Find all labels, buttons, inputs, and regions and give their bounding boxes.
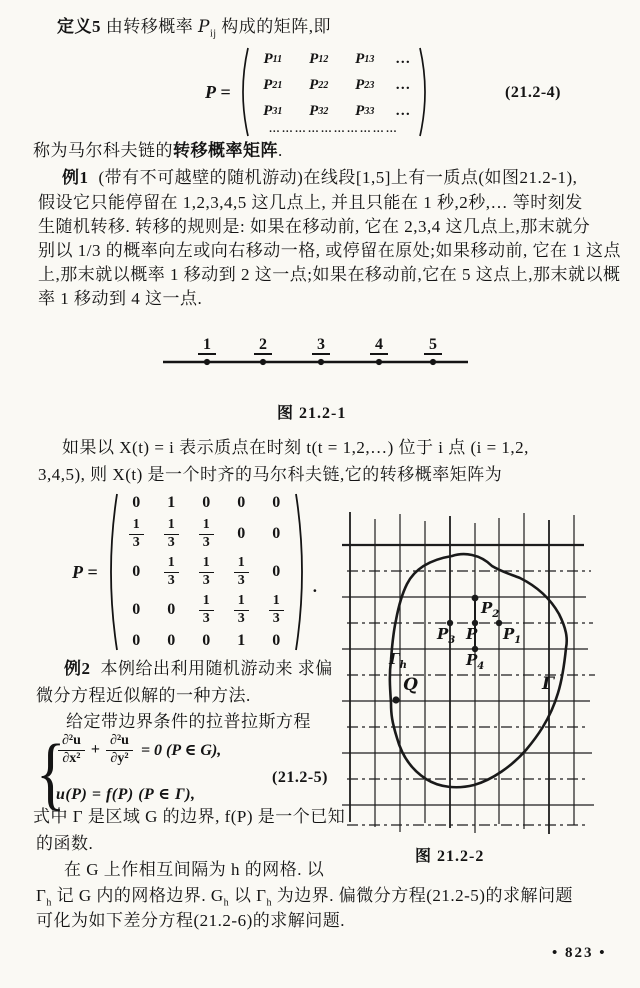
matrix-cell: P 13: [355, 51, 375, 67]
matrix-cell: …: [395, 51, 411, 67]
matrix-rows: [119, 491, 294, 653]
label-p2-sub: 2: [492, 609, 500, 620]
after-eq-line-2: 的函数.: [36, 834, 94, 853]
point-dot-1: [204, 359, 210, 365]
g-subscript: h: [223, 897, 230, 909]
plus-sign: +: [90, 741, 101, 758]
matrix-cell: $\frac{1}{3}$: [224, 591, 259, 629]
example-1-line-2: 假设它只能停留在 1,2,3,4,5 这几点上, 并且只能在 1 秒,2秒,… 等时刻发: [38, 193, 583, 212]
matrix-ellipsis-row: …………………………: [268, 124, 399, 135]
label-p3-sub: 3: [448, 635, 456, 646]
matrix-cell: 0: [237, 494, 246, 511]
figure-21-2-1-caption: 图 21.2-1: [277, 405, 347, 422]
xt-paragraph-line-1: 如果以 X(t) = i 表示质点在时刻 t(t = 1,2,…) 位于 i 点 (i = 1,2,: [62, 438, 529, 457]
fraction-d2u-dx2: [58, 734, 85, 766]
point-label-1: 1: [198, 336, 216, 355]
point-label-4: 4: [370, 336, 388, 355]
definition-5-line: [57, 16, 331, 38]
matrix-cell: P 21: [263, 77, 283, 93]
matrix-row: [119, 591, 294, 629]
equation-rhs: = 0 (P ∈ G),: [140, 742, 222, 759]
example-1-line-1: [62, 167, 577, 188]
matrix-cell: P 22: [309, 77, 329, 93]
example-1-line-3: 生随机转移. 转移的规则是: 如果在移动前, 它在 2,3,4 这几点上,那末就分: [38, 217, 591, 236]
point-dot-3: [318, 359, 324, 365]
matrix-row: [250, 73, 418, 99]
matrix-cell: P 33: [355, 103, 375, 119]
figure-21-2-2: [340, 498, 598, 840]
matrix-cell: …: [395, 77, 411, 93]
matrix-cell: P 12: [309, 51, 329, 67]
label-p3: [437, 625, 456, 646]
gamma-symbol: Γ: [36, 886, 47, 905]
label-p4: [466, 651, 485, 672]
xt-paragraph-line-2: 3,4,5), 则 X(t) 是一个时齐的马尔科夫链,它的转移概率矩阵为: [38, 465, 503, 484]
chain-line-text-2: .: [278, 141, 283, 160]
matrix-cell: 1: [237, 632, 246, 649]
label-gamma-h-base: Γ: [389, 650, 400, 668]
matrix-cell: …: [395, 103, 411, 119]
fraction-numerator: ∂²u: [106, 734, 133, 751]
matrix-cell: $\frac{1}{3}$: [119, 515, 154, 553]
matrix-cell: P 23: [355, 77, 375, 93]
page-number: • 823 •: [552, 945, 607, 961]
label-q: Q: [403, 675, 418, 695]
after-eq-line-4-text-2: 以 Γ: [229, 886, 267, 905]
definition-5-text-1: 由转移概率: [105, 17, 198, 36]
label-p4-sub: 4: [477, 661, 485, 672]
matrix-row: [119, 491, 294, 515]
after-eq-line-4: [36, 885, 573, 909]
matrix-cell: 0: [237, 525, 246, 542]
figure-21-2-2-caption: 图 21.2-2: [415, 848, 485, 865]
matrix-row: [119, 629, 294, 653]
matrix-cell: 0: [272, 632, 281, 649]
example-1-line-5: 上,那末就以概率 1 移动到 2 这一点;如果在移动前,它在 5 这点上,那末就以概: [38, 265, 621, 284]
point-dot-4: [376, 359, 382, 365]
matrix-rows: [250, 47, 418, 138]
after-eq-line-5: 可化为如下差分方程(21.2-6)的求解问题.: [36, 911, 345, 930]
after-eq-line-1: 式中 Γ 是区域 G 的边界, f(P) 是一个已知: [33, 807, 346, 826]
label-p: P: [466, 625, 478, 643]
label-p1-base: P: [503, 625, 515, 643]
fraction-denominator: ∂y²: [110, 751, 129, 766]
matrix-cell: $\frac{1}{3}$: [189, 591, 224, 629]
label-p2: [481, 599, 500, 620]
matrix-symbol-subscript: ij: [209, 28, 217, 40]
label-gamma-h-sub: h: [399, 660, 407, 671]
matrix-cell: P 32: [309, 103, 329, 119]
right-parenthesis: [294, 491, 309, 653]
label-p1: [503, 625, 522, 646]
example-1-text-1: (带有不可越壁的随机游动)在线段[1,5]上有一质点(如图21.2-1),: [98, 168, 578, 187]
label-p1-sub: 1: [514, 635, 522, 646]
matrix-cell: $\frac{1}{3}$: [154, 515, 189, 553]
matrix-cell: 0: [202, 632, 211, 649]
example-2-text-1: 本例给出利用随机游动来 求偏: [100, 659, 333, 678]
matrix-row: [250, 99, 418, 125]
matrix-cell: 1: [167, 494, 176, 511]
matrix-cell: 0: [132, 563, 141, 580]
matrix-cell: 0: [202, 494, 211, 511]
matrix-cell: $\frac{1}{3}$: [154, 553, 189, 591]
matrix-cell: 0: [132, 601, 141, 618]
matrix-cell: P 31: [263, 103, 283, 119]
matrix-cell: 0: [132, 494, 141, 511]
equals-sign: =: [87, 561, 98, 582]
example-1-line-4: 别以 1/3 的概率向左或向右移动一格, 或停留在原处;如果移动前, 它在 1 这点: [38, 241, 621, 260]
point-dot-5: [430, 359, 436, 365]
right-parenthesis: [418, 45, 431, 139]
matrix-cell: $\frac{1}{3}$: [189, 515, 224, 553]
definition-5-label: 定义5: [57, 17, 101, 36]
laplace-equation-line: [58, 734, 221, 766]
boundary-condition-line: u(P) = f(P) (P ∈ Γ),: [56, 786, 196, 803]
after-eq-line-4-text-3: 为边界. 偏微分方程(21.2-5)的求解问题: [271, 886, 573, 905]
matrix-row: [119, 515, 294, 553]
point-dot-2: [260, 359, 266, 365]
after-eq-line-4-text-1: 记 G 内的网格边界. G: [51, 886, 224, 905]
matrix-cell: 0: [272, 563, 281, 580]
gamma-subscript-2: h: [266, 897, 272, 909]
example-1-label: 例1: [62, 168, 89, 187]
left-curly-brace: {: [36, 727, 66, 818]
matrix-cell: P 11: [263, 51, 283, 67]
example-2-line-2: 微分方程近似解的一种方法.: [36, 686, 251, 705]
left-parenthesis: [237, 45, 250, 139]
gamma-subscript: h: [46, 897, 52, 909]
matrix-cell: 0: [167, 632, 176, 649]
example-2-line-1: [64, 658, 333, 679]
fraction-d2u-dy2: [106, 734, 133, 766]
equation-number-21-2-4: (21.2-4): [505, 84, 561, 101]
fraction-numerator: ∂²u: [58, 734, 85, 751]
chain-line-text-1: 称为马尔科夫链的: [33, 141, 173, 160]
transition-matrix-5x5: [72, 490, 317, 654]
matrix-cell: $\frac{1}{3}$: [224, 553, 259, 591]
label-gamma: Γ: [542, 674, 555, 694]
markov-chain-matrix-line: [33, 140, 283, 161]
matrix-row: [119, 553, 294, 591]
matrix-cell: 0: [132, 632, 141, 649]
label-p3-base: P: [437, 625, 449, 643]
example-2-label: 例2: [64, 659, 91, 678]
equation-number-21-2-5: (21.2-5): [272, 769, 328, 786]
point-q-dot: [392, 696, 399, 703]
matrix-trailing-period: .: [312, 577, 318, 596]
matrix-row: [250, 47, 418, 73]
matrix-cell: 0: [272, 525, 281, 542]
point-label-5: 5: [424, 336, 442, 355]
laplace-equation-intro-line: 给定带边界条件的拉普拉斯方程: [66, 712, 311, 731]
matrix-cell: 0: [167, 601, 176, 618]
label-p2-base: P: [481, 599, 493, 617]
label-gamma-h: [389, 650, 407, 671]
after-eq-line-3: 在 G 上作相互间隔为 h 的网格. 以: [64, 860, 325, 879]
matrix-cell: 0: [272, 494, 281, 511]
matrix-symbol-p: P: [198, 17, 210, 37]
definition-5-text-2: 构成的矩阵,即: [216, 17, 332, 36]
label-p4-base: P: [466, 651, 478, 669]
matrix-cell: $\frac{1}{3}$: [259, 591, 294, 629]
point-p1-dot: [496, 620, 502, 626]
transition-matrix-general: [205, 44, 431, 140]
matrix-p-lhs: [72, 562, 98, 583]
point-p2-dot: [472, 595, 479, 602]
equals-sign: =: [220, 81, 231, 102]
matrix-lhs: [205, 82, 231, 103]
matrix-p-symbol: P: [72, 561, 83, 582]
fraction-denominator: ∂x²: [62, 751, 81, 766]
matrix-cell: $\frac{1}{3}$: [189, 553, 224, 591]
left-parenthesis: [104, 491, 119, 653]
figure-21-2-1: [160, 336, 472, 372]
chain-line-bold-term: 转移概率矩阵: [173, 141, 278, 160]
point-label-2: 2: [254, 336, 272, 355]
matrix-p-symbol: P: [205, 81, 216, 102]
point-label-3: 3: [312, 336, 330, 355]
grid-region-drawing: [340, 498, 598, 840]
example-1-line-6: 率 1 移动到 4 这一点.: [38, 289, 203, 308]
